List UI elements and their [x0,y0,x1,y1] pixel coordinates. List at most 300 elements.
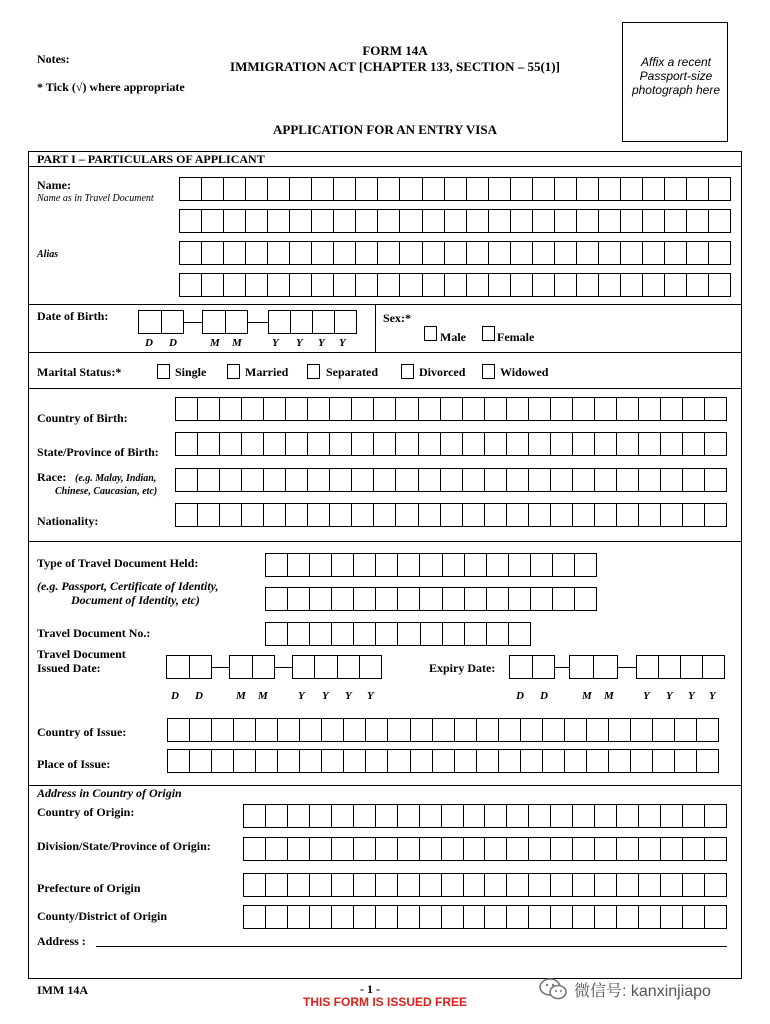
character-box[interactable] [441,504,463,526]
character-box[interactable] [477,719,499,741]
character-box[interactable] [661,838,683,860]
character-box[interactable] [244,874,266,896]
character-box[interactable] [242,398,264,420]
character-box[interactable] [489,178,511,200]
character-box[interactable] [464,838,486,860]
character-box[interactable] [485,906,507,928]
single-checkbox[interactable] [157,364,170,379]
character-box[interactable] [176,398,198,420]
character-box[interactable] [269,311,291,333]
character-box[interactable] [334,242,356,264]
character-box[interactable] [400,242,422,264]
character-box[interactable] [220,504,242,526]
character-box[interactable] [529,805,551,827]
character-box[interactable] [595,504,617,526]
character-box[interactable] [683,805,705,827]
character-box[interactable] [212,750,234,772]
character-box[interactable] [507,906,529,928]
character-box[interactable] [423,242,445,264]
character-box[interactable] [681,656,703,678]
character-box[interactable] [617,469,639,491]
photo-box[interactable] [622,22,728,142]
character-box[interactable] [573,433,595,455]
character-box[interactable] [332,838,354,860]
character-box[interactable] [565,750,587,772]
expiry-day-input[interactable] [509,655,555,679]
character-box[interactable] [499,750,521,772]
character-box[interactable] [595,469,617,491]
character-box[interactable] [683,906,705,928]
character-box[interactable] [653,719,675,741]
character-box[interactable] [477,750,499,772]
character-box[interactable] [551,838,573,860]
character-box[interactable] [509,588,531,610]
character-box[interactable] [313,311,335,333]
name-input-row-1[interactable] [179,177,731,201]
character-box[interactable] [467,242,489,264]
character-box[interactable] [366,750,388,772]
character-box[interactable] [176,504,198,526]
character-box[interactable] [467,210,489,232]
character-box[interactable] [310,588,332,610]
character-box[interactable] [621,242,643,264]
character-box[interactable] [290,178,312,200]
character-box[interactable] [661,469,683,491]
character-box[interactable] [595,906,617,928]
character-box[interactable] [246,210,268,232]
character-box[interactable] [198,398,220,420]
character-box[interactable] [256,750,278,772]
character-box[interactable] [697,750,718,772]
character-box[interactable] [396,398,418,420]
character-box[interactable] [705,433,726,455]
country-of-origin-input[interactable] [243,804,727,828]
character-box[interactable] [420,906,442,928]
character-box[interactable] [354,554,376,576]
character-box[interactable] [411,719,433,741]
issued-year-input[interactable] [292,655,382,679]
character-box[interactable] [659,656,681,678]
character-box[interactable] [332,588,354,610]
address-input-line[interactable] [96,946,727,947]
character-box[interactable] [595,433,617,455]
widowed-checkbox[interactable] [482,364,495,379]
character-box[interactable] [202,210,224,232]
character-box[interactable] [705,805,726,827]
character-box[interactable] [354,588,376,610]
character-box[interactable] [224,242,246,264]
character-box[interactable] [308,504,330,526]
character-box[interactable] [441,433,463,455]
character-box[interactable] [344,750,366,772]
character-box[interactable] [268,242,290,264]
character-box[interactable] [398,554,420,576]
character-box[interactable] [288,906,310,928]
character-box[interactable] [308,433,330,455]
character-box[interactable] [230,656,253,678]
character-box[interactable] [423,210,445,232]
character-box[interactable] [621,178,643,200]
character-box[interactable] [531,554,553,576]
character-box[interactable] [176,433,198,455]
character-box[interactable] [266,874,288,896]
character-box[interactable] [330,504,352,526]
character-box[interactable] [442,906,464,928]
character-box[interactable] [639,398,661,420]
character-box[interactable] [400,274,422,296]
character-box[interactable] [709,242,730,264]
character-box[interactable] [242,469,264,491]
character-box[interactable] [180,274,202,296]
character-box[interactable] [509,623,530,645]
character-box[interactable] [455,750,477,772]
character-box[interactable] [354,906,376,928]
prefecture-input[interactable] [243,873,727,897]
character-box[interactable] [489,274,511,296]
character-box[interactable] [264,433,286,455]
character-box[interactable] [376,906,398,928]
female-checkbox[interactable] [482,326,495,341]
character-box[interactable] [220,398,242,420]
issued-day-input[interactable] [166,655,212,679]
character-box[interactable] [224,274,246,296]
character-box[interactable] [509,554,531,576]
character-box[interactable] [278,719,300,741]
character-box[interactable] [388,750,410,772]
character-box[interactable] [507,874,529,896]
character-box[interactable] [266,588,288,610]
character-box[interactable] [288,805,310,827]
character-box[interactable] [330,433,352,455]
character-box[interactable] [617,906,639,928]
character-box[interactable] [354,623,376,645]
county-input[interactable] [243,905,727,929]
character-box[interactable] [286,504,308,526]
character-box[interactable] [465,554,487,576]
character-box[interactable] [180,178,202,200]
expiry-month-input[interactable] [569,655,618,679]
character-box[interactable] [356,274,378,296]
character-box[interactable] [573,906,595,928]
character-box[interactable] [521,719,543,741]
character-box[interactable] [352,504,374,526]
character-box[interactable] [356,178,378,200]
character-box[interactable] [555,274,577,296]
character-box[interactable] [487,623,509,645]
character-box[interactable] [464,805,486,827]
character-box[interactable] [330,469,352,491]
character-box[interactable] [631,750,653,772]
character-box[interactable] [286,398,308,420]
character-box[interactable] [398,874,420,896]
character-box[interactable] [683,469,705,491]
character-box[interactable] [376,588,398,610]
character-box[interactable] [661,433,683,455]
character-box[interactable] [529,469,551,491]
character-box[interactable] [653,750,675,772]
character-box[interactable] [310,554,332,576]
character-box[interactable] [465,588,487,610]
character-box[interactable] [705,906,726,928]
character-box[interactable] [300,750,322,772]
character-box[interactable] [617,838,639,860]
character-box[interactable] [665,274,687,296]
character-box[interactable] [639,433,661,455]
character-box[interactable] [609,719,631,741]
character-box[interactable] [433,719,455,741]
character-box[interactable] [244,805,266,827]
character-box[interactable] [661,805,683,827]
character-box[interactable] [322,750,344,772]
character-box[interactable] [639,469,661,491]
character-box[interactable] [376,805,398,827]
character-box[interactable] [489,210,511,232]
character-box[interactable] [553,554,575,576]
separated-checkbox[interactable] [307,364,320,379]
character-box[interactable] [378,242,400,264]
character-box[interactable] [463,433,485,455]
character-box[interactable] [687,242,709,264]
character-box[interactable] [595,805,617,827]
divorced-checkbox[interactable] [401,364,414,379]
character-box[interactable] [709,178,730,200]
character-box[interactable] [463,398,485,420]
character-box[interactable] [167,656,190,678]
character-box[interactable] [312,210,334,232]
character-box[interactable] [533,242,555,264]
character-box[interactable] [599,242,621,264]
character-box[interactable] [533,178,555,200]
character-box[interactable] [599,178,621,200]
character-box[interactable] [565,719,587,741]
character-box[interactable] [419,433,441,455]
character-box[interactable] [577,242,599,264]
character-box[interactable] [278,750,300,772]
character-box[interactable] [683,433,705,455]
character-box[interactable] [310,623,332,645]
character-box[interactable] [587,719,609,741]
character-box[interactable] [310,906,332,928]
character-box[interactable] [308,398,330,420]
character-box[interactable] [352,433,374,455]
travel-doc-no-input[interactable] [265,622,531,646]
character-box[interactable] [665,242,687,264]
married-checkbox[interactable] [227,364,240,379]
character-box[interactable] [226,311,248,333]
issued-month-input[interactable] [229,655,275,679]
character-box[interactable] [378,178,400,200]
character-box[interactable] [709,210,730,232]
character-box[interactable] [499,719,521,741]
character-box[interactable] [420,554,442,576]
character-box[interactable] [631,719,653,741]
character-box[interactable] [242,504,264,526]
character-box[interactable] [595,874,617,896]
character-box[interactable] [529,433,551,455]
character-box[interactable] [266,906,288,928]
character-box[interactable] [411,750,433,772]
character-box[interactable] [485,874,507,896]
character-box[interactable] [533,656,555,678]
character-box[interactable] [463,469,485,491]
character-box[interactable] [334,178,356,200]
country-of-birth-input[interactable] [175,397,727,421]
character-box[interactable] [264,469,286,491]
character-box[interactable] [312,178,334,200]
character-box[interactable] [352,398,374,420]
character-box[interactable] [709,274,730,296]
character-box[interactable] [485,805,507,827]
character-box[interactable] [244,906,266,928]
character-box[interactable] [511,210,533,232]
character-box[interactable] [705,504,726,526]
character-box[interactable] [463,504,485,526]
character-box[interactable] [190,750,212,772]
character-box[interactable] [388,719,410,741]
character-box[interactable] [551,433,573,455]
character-box[interactable] [443,623,465,645]
character-box[interactable] [202,242,224,264]
character-box[interactable] [507,838,529,860]
character-box[interactable] [511,242,533,264]
character-box[interactable] [190,719,212,741]
character-box[interactable] [300,719,322,741]
character-box[interactable] [687,178,709,200]
character-box[interactable] [220,433,242,455]
character-box[interactable] [293,656,315,678]
character-box[interactable] [543,750,565,772]
character-box[interactable] [555,210,577,232]
character-box[interactable] [465,623,487,645]
country-of-issue-input[interactable] [167,718,719,742]
character-box[interactable] [288,874,310,896]
character-box[interactable] [445,178,467,200]
dob-month-input[interactable] [202,310,248,334]
character-box[interactable] [442,874,464,896]
character-box[interactable] [288,588,310,610]
character-box[interactable] [687,274,709,296]
character-box[interactable] [398,906,420,928]
character-box[interactable] [617,433,639,455]
character-box[interactable] [332,623,354,645]
character-box[interactable] [507,805,529,827]
character-box[interactable] [344,719,366,741]
character-box[interactable] [570,656,594,678]
character-box[interactable] [168,719,190,741]
character-box[interactable] [529,838,551,860]
character-box[interactable] [639,838,661,860]
character-box[interactable] [443,554,465,576]
character-box[interactable] [621,210,643,232]
character-box[interactable] [268,210,290,232]
character-box[interactable] [256,719,278,741]
character-box[interactable] [234,750,256,772]
character-box[interactable] [266,805,288,827]
character-box[interactable] [575,554,596,576]
character-box[interactable] [420,874,442,896]
character-box[interactable] [338,656,360,678]
character-box[interactable] [507,469,529,491]
character-box[interactable] [288,623,310,645]
character-box[interactable] [639,805,661,827]
character-box[interactable] [487,588,509,610]
character-box[interactable] [268,178,290,200]
character-box[interactable] [464,874,486,896]
character-box[interactable] [356,210,378,232]
character-box[interactable] [551,874,573,896]
character-box[interactable] [398,588,420,610]
character-box[interactable] [288,838,310,860]
character-box[interactable] [330,398,352,420]
character-box[interactable] [705,398,726,420]
character-box[interactable] [594,656,617,678]
character-box[interactable] [643,178,665,200]
race-input[interactable] [175,468,727,492]
character-box[interactable] [180,210,202,232]
character-box[interactable] [310,805,332,827]
character-box[interactable] [290,242,312,264]
character-box[interactable] [529,398,551,420]
character-box[interactable] [661,874,683,896]
character-box[interactable] [485,398,507,420]
character-box[interactable] [599,210,621,232]
character-box[interactable] [485,838,507,860]
character-box[interactable] [376,554,398,576]
character-box[interactable] [637,656,659,678]
character-box[interactable] [555,178,577,200]
character-box[interactable] [176,469,198,491]
character-box[interactable] [198,504,220,526]
character-box[interactable] [398,805,420,827]
character-box[interactable] [291,311,313,333]
character-box[interactable] [290,210,312,232]
character-box[interactable] [551,469,573,491]
state-of-birth-input[interactable] [175,432,727,456]
character-box[interactable] [573,398,595,420]
character-box[interactable] [400,178,422,200]
character-box[interactable] [683,874,705,896]
character-box[interactable] [521,750,543,772]
character-box[interactable] [551,906,573,928]
character-box[interactable] [376,623,398,645]
character-box[interactable] [268,274,290,296]
character-box[interactable] [246,274,268,296]
character-box[interactable] [705,469,726,491]
character-box[interactable] [332,554,354,576]
character-box[interactable] [266,623,288,645]
character-box[interactable] [264,504,286,526]
character-box[interactable] [374,469,396,491]
character-box[interactable] [643,274,665,296]
character-box[interactable] [419,469,441,491]
character-box[interactable] [643,210,665,232]
character-box[interactable] [421,623,443,645]
character-box[interactable] [661,504,683,526]
character-box[interactable] [487,554,509,576]
character-box[interactable] [366,719,388,741]
nationality-input[interactable] [175,503,727,527]
character-box[interactable] [485,504,507,526]
character-box[interactable] [246,178,268,200]
character-box[interactable] [665,178,687,200]
character-box[interactable] [442,805,464,827]
alias-input-row-1[interactable] [179,241,731,265]
character-box[interactable] [290,274,312,296]
character-box[interactable] [661,906,683,928]
character-box[interactable] [374,433,396,455]
character-box[interactable] [374,398,396,420]
character-box[interactable] [599,274,621,296]
